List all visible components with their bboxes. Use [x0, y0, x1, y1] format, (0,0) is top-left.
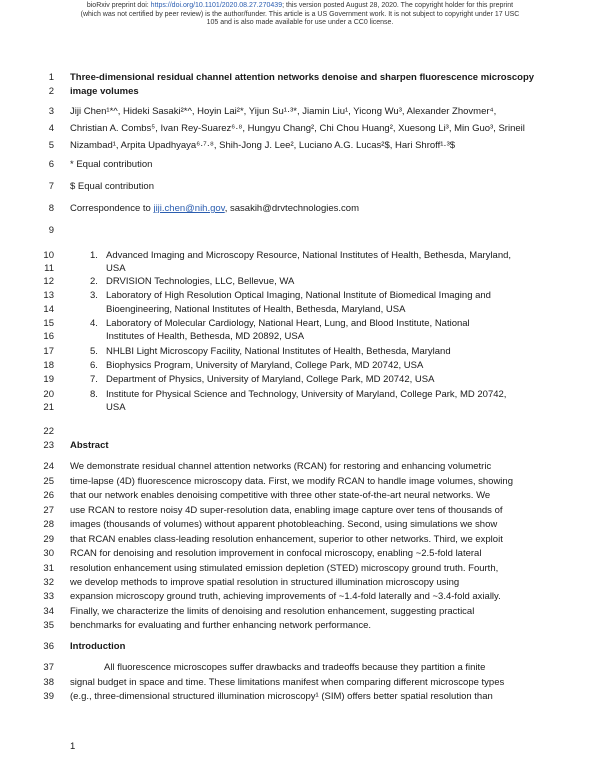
abstract-line: that our network enables denoising competitive with three other state-of-the-art neural networks. We: [70, 490, 491, 501]
line-number: 33: [43, 591, 54, 602]
abstract-line: We demonstrate residual channel attention networks (RCAN) for restoring and enhancing volumetric: [70, 461, 492, 472]
preprint-header: [0, 2, 600, 28]
introduction-line: (e.g., three-dimensional structured illumination microscopy¹ (SIM) offers better spatial resolution than: [70, 691, 493, 702]
line-number: 11: [44, 263, 54, 274]
line-number: 29: [43, 534, 54, 545]
affiliation-text: NHLBI Light Microscopy Facility, National Institutes of Health, Bethesda, Maryland: [106, 346, 451, 357]
line-number: 32: [43, 577, 54, 588]
line-number: 17: [43, 346, 54, 357]
abstract-line: expansion microscopy ground truth, achieving improvements of ~1.4-fold laterally and ~3.4-fold axially.: [70, 591, 501, 602]
affiliation-text: DRVISION Technologies, LLC, Bellevue, WA: [106, 276, 295, 287]
header-line-3: 105 and is also made available for use under a CC0 license.: [206, 19, 394, 26]
line-number: 7: [48, 181, 54, 192]
line-number: 5: [48, 140, 54, 151]
affiliation-number: 3.: [90, 290, 98, 301]
abstract-line: resolution enhancement using stimulated emission depletion (STED) microscopy ground truth. Fourth,: [70, 563, 499, 574]
introduction-heading: Introduction: [70, 641, 126, 652]
affiliation-number: 5.: [90, 346, 98, 357]
line-number: 31: [43, 563, 54, 574]
line-number: 10: [43, 250, 54, 261]
line-number: 6: [48, 159, 54, 170]
header-line-2: (which was not certified by peer review) is the author/funder. This article is a US Government work. It is not subject to copyright under 17 USC: [80, 10, 520, 18]
line-number: 28: [43, 519, 54, 530]
line-number: 38: [43, 677, 54, 688]
line-number: 4: [48, 123, 54, 134]
abstract-heading: Abstract: [70, 440, 109, 451]
affiliation-text: Department of Physics, University of Maryland, College Park, MD 20742, USA: [106, 374, 435, 385]
affiliation-number: 6.: [90, 360, 98, 371]
line-number: 16: [43, 331, 54, 342]
affiliation-text: Laboratory of High Resolution Optical Imaging, National Institute of Biomedical Imaging and: [106, 290, 491, 301]
affiliation-text: Institutes of Health, Bethesda, MD 20892, USA: [106, 331, 305, 342]
affiliation-text: Biophysics Program, University of Maryland, College Park, MD 20742, USA: [106, 360, 424, 371]
affiliation-number: 1.: [90, 250, 98, 261]
line-number: 3: [48, 106, 54, 117]
line-number: 21: [43, 402, 54, 413]
affiliation-text: USA: [106, 263, 126, 274]
page-number: 1: [70, 741, 76, 752]
doi-link[interactable]: https://doi.org/10.1101/2020.08.27.270439: [150, 2, 283, 9]
header-line-1: bioRxiv preprint doi: https://doi.org/10.1101/2020.08.27.270439; this version posted August 28, 2020. The copyright holder for this preprint: [86, 2, 514, 9]
line-number: 23: [43, 440, 54, 451]
line-number: 20: [43, 389, 54, 400]
line-number: 35: [43, 620, 54, 631]
abstract-line: images (thousands of volumes) without apparent photobleaching. Second, using simulations we show: [70, 519, 498, 530]
line-number: 24: [43, 461, 54, 472]
line-number: 39: [43, 691, 54, 702]
abstract-line: that RCAN enables class-leading resolution enhancement, superior to other networks. Third, we exploit: [70, 534, 503, 545]
line-number: 2: [48, 86, 54, 97]
paper-title-line-2: image volumes: [70, 86, 139, 97]
affiliation-text: USA: [106, 402, 126, 413]
affiliation-number: 7.: [90, 374, 98, 385]
line-number: 34: [43, 606, 54, 617]
email-link[interactable]: jiji.chen@nih.gov: [153, 203, 225, 214]
abstract-line: Finally, we characterize the limits of denoising and resolution enhancement, suggesting practical: [70, 606, 475, 617]
introduction-line: signal budget in space and time. These limitations manifest when comparing different microscope types: [70, 677, 505, 688]
line-number: 12: [43, 276, 54, 287]
abstract-line: we develop methods to improve spatial resolution in structured illumination microscopy using: [70, 577, 460, 588]
correspondence-line: Correspondence to jiji.chen@nih.gov, sasakih@drvtechnologies.com: [70, 203, 359, 214]
line-number: 36: [43, 641, 54, 652]
equal-contribution-dollar-note: $ Equal contribution: [70, 181, 154, 192]
line-number: 15: [43, 318, 54, 329]
introduction-line: All fluorescence microscopes suffer drawbacks and tradeoffs because they partition a finite: [104, 662, 486, 673]
abstract-line: use RCAN to restore noisy 4D super-resolution data, enabling image capture over tens of thousands of: [70, 505, 503, 516]
affiliation-text: Institute for Physical Science and Technology, University of Maryland, College Park, MD 20742,: [106, 389, 507, 400]
line-number: 26: [43, 490, 54, 501]
authors-line-1: Jiji Chen¹*^, Hideki Sasaki²*^, Hoyin Lai²*, Yijun Su¹·³*, Jiamin Liu¹, Yicong Wu³, Alexander Zhovmer⁴,: [70, 106, 497, 117]
authors-line-2: Christian A. Combs⁵, Ivan Rey-Suarez⁶·⁸, Hungyu Chang², Chi Chou Huang², Xuesong Li³, Min Guo³, Srineil: [70, 123, 525, 134]
authors-line-3: Nizambad¹, Arpita Upadhyaya⁶·⁷·⁸, Shih-Jong J. Lee², Luciano A.G. Lucas²$, Hari Shroff¹·³$: [70, 140, 456, 151]
line-number: 1: [48, 72, 54, 83]
line-number: 8: [48, 203, 54, 214]
affiliation-number: 4.: [90, 318, 98, 329]
line-number: 9: [48, 225, 54, 236]
line-number: 13: [43, 290, 54, 301]
abstract-line: benchmarks for evaluating and further enhancing network performance.: [70, 620, 372, 631]
line-number: 22: [43, 426, 54, 437]
affiliation-text: Laboratory of Molecular Cardiology, National Heart, Lung, and Blood Institute, National: [106, 318, 470, 329]
line-number: 14: [43, 304, 54, 315]
affiliation-text: Advanced Imaging and Microscopy Resource, National Institutes of Health, Bethesda, Maryland,: [106, 250, 512, 261]
line-number: 18: [43, 360, 54, 371]
abstract-line: time-lapse (4D) fluorescence microscopy data. First, we modify RCAN to handle image volumes, showing: [70, 476, 513, 487]
affiliation-text: Bioengineering, National Institutes of Health, Bethesda, Maryland, USA: [106, 304, 406, 315]
line-number: 19: [43, 374, 54, 385]
line-number: 25: [43, 476, 54, 487]
paper-title-line-1: Three-dimensional residual channel attention networks denoise and sharpen fluorescence microscopy: [70, 72, 535, 83]
affiliation-number: 2.: [90, 276, 98, 287]
line-number: 37: [43, 662, 54, 673]
affiliation-number: 8.: [90, 389, 98, 400]
abstract-line: RCAN for denoising and resolution improvement in confocal microscopy, enabling ~2.5-fold lateral: [70, 548, 482, 559]
equal-contribution-note: * Equal contribution: [70, 159, 153, 170]
line-number: 27: [43, 505, 54, 516]
line-number: 30: [43, 548, 54, 559]
